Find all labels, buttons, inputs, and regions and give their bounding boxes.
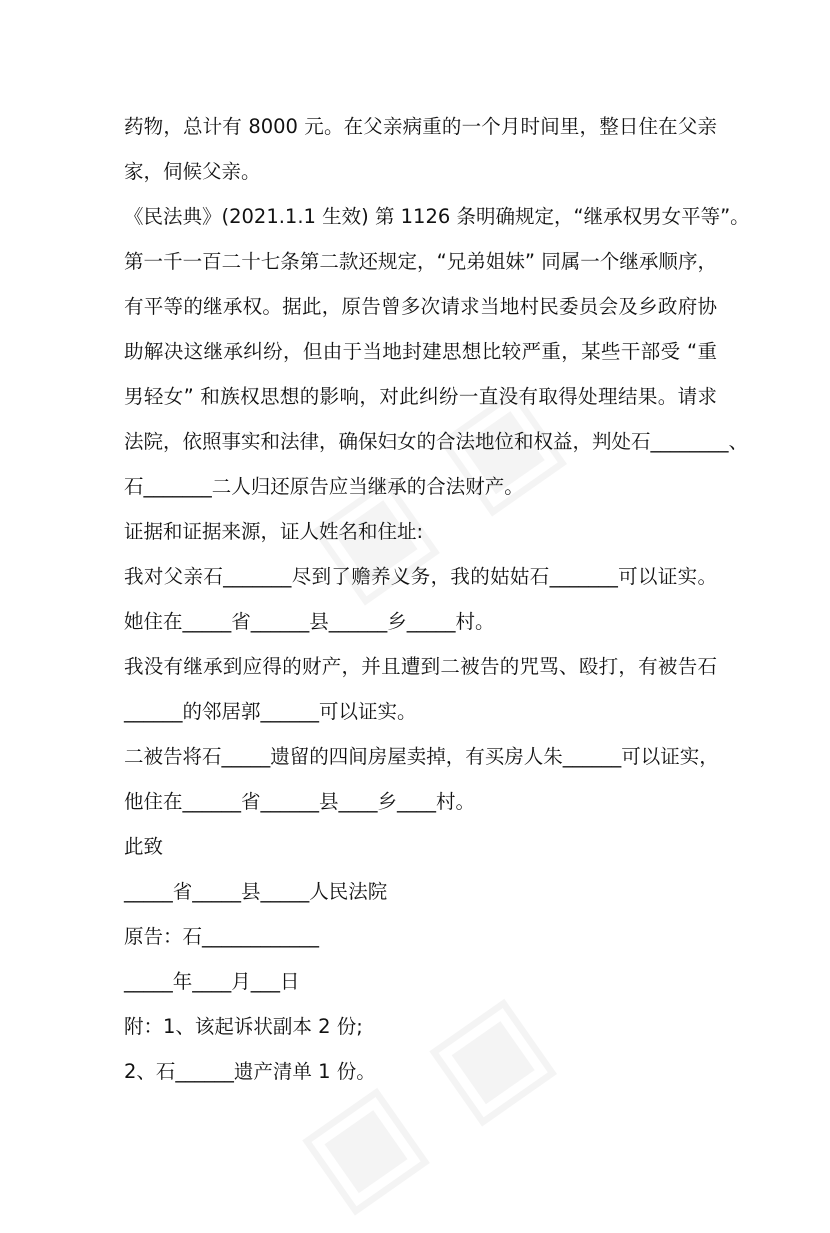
paragraph-line: 法院，依照事实和法律，确保妇女的合法地位和权益，判处石________、 xyxy=(124,430,749,453)
paragraph-line: 他住在______省______县____乡____村。 xyxy=(124,790,476,813)
paragraph-line: 二被告将石_____遗留的四间房屋卖掉，有买房人朱______可以证实， xyxy=(124,745,719,768)
paragraph-line: 我对父亲石_______尽到了赡养义务，我的姑姑石_______可以证实。 xyxy=(124,565,717,588)
paragraph-line: 家，伺候父亲。 xyxy=(124,160,261,183)
paragraph-line: 男轻女” 和族权思想的影响，对此纠纷一直没有取得处理结果。请求 xyxy=(124,385,717,408)
plaintiff-signature: 原告：石____________ xyxy=(124,925,320,948)
paragraph-line: 她住在_____省______县______乡_____村。 xyxy=(124,610,495,633)
closing-salutation: 此致 xyxy=(124,835,164,858)
date-line: _____年____月___日 xyxy=(124,970,300,993)
paragraph-line: 石_______二人归还原告应当继承的合法财产。 xyxy=(124,475,524,498)
attachment-line: 附：1、该起诉状副本 2 份; xyxy=(124,1015,363,1038)
document-body xyxy=(124,104,750,1094)
paragraph-line: 有平等的继承权。据此，原告曾多次请求当地村民委员会及乡政府协 xyxy=(124,295,717,318)
attachment-line: 2、石______遗产清单 1 份。 xyxy=(124,1060,376,1083)
paragraph-line: ______的邻居郭______可以证实。 xyxy=(124,700,417,723)
section-heading: 证据和证据来源，证人姓名和住址: xyxy=(124,520,424,543)
paragraph-line: 我没有继承到应得的财产，并且遭到二被告的咒骂、殴打，有被告石 xyxy=(124,655,717,678)
paragraph-line: 《民法典》(2021.1.1 生效) 第 1126 条明确规定，“继承权男女平等”。 xyxy=(124,205,750,228)
paragraph-line: 助解决这继承纠纷，但由于当地封建思想比较严重，某些干部受 “重 xyxy=(124,340,717,363)
paragraph-line: 第一千一百二十七条第二款还规定，“兄弟姐妹” 同属一个继承顺序， xyxy=(124,250,717,273)
court-recipient: _____省_____县_____人民法院 xyxy=(124,880,388,903)
paragraph-line: 药物，总计有 8000 元。在父亲病重的一个月时间里，整日住在父亲 xyxy=(124,115,717,138)
